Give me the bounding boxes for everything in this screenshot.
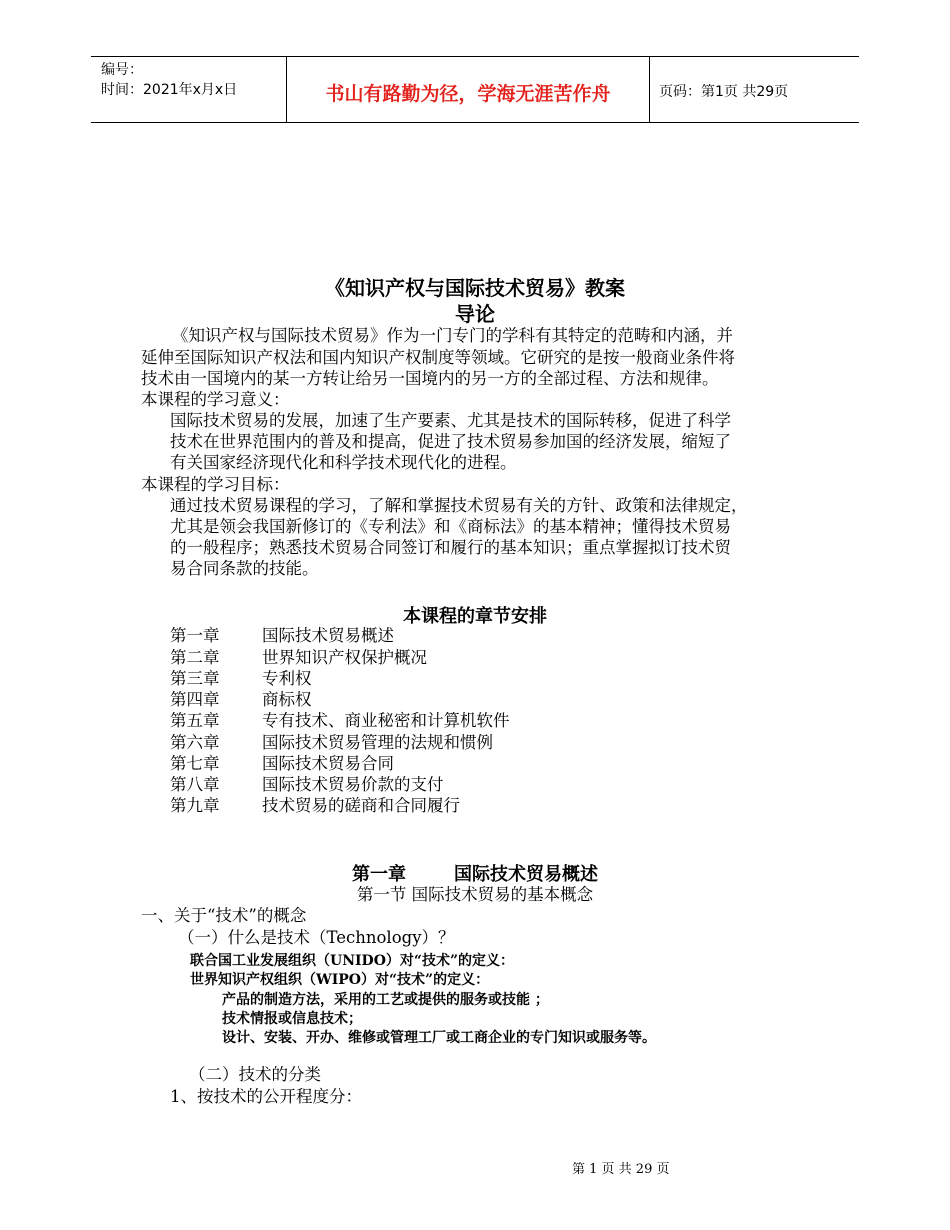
chapter-number: 第五章	[170, 711, 220, 730]
chapter-name-7: 国际技术贸易合同	[262, 754, 394, 773]
intro-line-1: 《知识产权与国际技术贸易》作为一门专门的学科有其特定的范畴和内涵，并	[172, 326, 733, 345]
chapter-name-4: 商标权	[262, 690, 312, 709]
chapter1-heading-name: 国际技术贸易概述	[454, 864, 598, 885]
chapter-item-4	[170, 689, 220, 710]
chapter-item-8	[170, 774, 220, 795]
goal-label: 本课程的学习目标：	[141, 475, 290, 494]
intro-line-3: 技术由一国境内的某一方转让给另一国境内的另一方的全部过程、方法和规律。	[141, 369, 719, 388]
header-time-label: 时间：2021年x月x日	[101, 82, 238, 98]
item1-heading: 一、关于“技术”的概念	[141, 906, 307, 925]
item1-sub1: （一）什么是技术（Technology）？	[178, 928, 455, 947]
significance-line-2: 技术在世界范围内的普及和提高，促进了技术贸易参加国的经济发展，缩短了	[170, 432, 731, 451]
header-motto: 书山有路勤为径，学海无涯苦作舟	[325, 83, 611, 105]
chapter-name-5: 专有技术、商业秘密和计算机软件	[262, 711, 510, 730]
chapter-item-9	[170, 795, 220, 816]
chapter-item-5	[170, 710, 220, 731]
chapter-number: 第四章	[170, 690, 220, 709]
goal-line-3: 的一般程序；熟悉技术贸易合同签订和履行的基本知识；重点掌握拟订技术贸	[170, 538, 731, 557]
document-title: 《知识产权与国际技术贸易》教案	[325, 276, 625, 300]
item1-sub2: （二）技术的分类	[189, 1065, 321, 1084]
goal-line-2: 尤其是领会我国新修订的《专利法》和《商标法》的基本精神；懂得技术贸易	[170, 517, 731, 536]
section1-heading: 第一节 国际技术贸易的基本概念	[356, 885, 594, 904]
header-number-label: 编号：	[101, 62, 143, 78]
chapter-number: 第三章	[170, 669, 220, 688]
wipo-definition: 世界知识产权组织（WIPO）对“技术”的定义：	[190, 972, 490, 988]
goal-line-1: 通过技术贸易课程的学习，了解和掌握技术贸易有关的方针、政策和法律规定，	[170, 496, 748, 515]
chapter-number: 第九章	[170, 796, 220, 815]
header-bottom-rule	[91, 122, 859, 123]
chapter-item-3	[170, 668, 220, 689]
chapter-number: 第二章	[170, 648, 220, 667]
wipo-point-3: 设计、安装、开办、维修或管理工厂或工商企业的专门知识或服务等。	[222, 1030, 656, 1046]
header-page-info: 页码：第1页 共29页	[659, 84, 789, 100]
wipo-point-1: 产品的制造方法，采用的工艺或提供的服务或技能 ；	[222, 992, 549, 1008]
chapter-number: 第六章	[170, 733, 220, 752]
intro-line-2: 延伸至国际知识产权法和国内知识产权制度等领域。它研究的是按一般商业条件将	[141, 348, 735, 367]
header-divider-right	[649, 57, 650, 122]
chapter-name-6: 国际技术贸易管理的法规和惯例	[262, 733, 493, 752]
chapter-number: 第七章	[170, 754, 220, 773]
chapters-heading: 本课程的章节安排	[403, 606, 547, 627]
chapter-name-8: 国际技术贸易价款的支付	[262, 775, 444, 794]
unido-definition: 联合国工业发展组织（UNIDO）对“技术”的定义：	[190, 953, 514, 969]
chapter-item-1	[170, 625, 220, 646]
intro-heading: 导论	[455, 302, 495, 326]
significance-line-3: 有关国家经济现代化和科学技术现代化的进程。	[170, 453, 517, 472]
chapter-number: 第八章	[170, 775, 220, 794]
header-top-rule	[91, 56, 859, 57]
goal-line-4: 易合同条款的技能。	[170, 559, 319, 578]
chapter-name-1: 国际技术贸易概述	[262, 626, 394, 645]
chapter-name-9: 技术贸易的磋商和合同履行	[262, 796, 460, 815]
footer-page-number: 第 1 页 共 29 页	[572, 1162, 670, 1177]
item1-sub2-point1: 1、按技术的公开程度分：	[170, 1087, 362, 1106]
chapter1-heading-number: 第一章	[352, 864, 406, 885]
significance-line-1: 国际技术贸易的发展，加速了生产要素、尤其是技术的国际转移，促进了科学	[170, 411, 731, 430]
chapter1-heading	[0, 860, 950, 886]
significance-label: 本课程的学习意义：	[141, 390, 290, 409]
chapter-item-7	[170, 753, 220, 774]
chapter-name-3: 专利权	[262, 669, 312, 688]
wipo-point-2: 技术情报或信息技术；	[222, 1011, 362, 1027]
chapter-item-6	[170, 732, 220, 753]
chapter-name-2: 世界知识产权保护概况	[262, 648, 427, 667]
chapter-item-2	[170, 647, 220, 668]
chapter-number: 第一章	[170, 626, 220, 645]
